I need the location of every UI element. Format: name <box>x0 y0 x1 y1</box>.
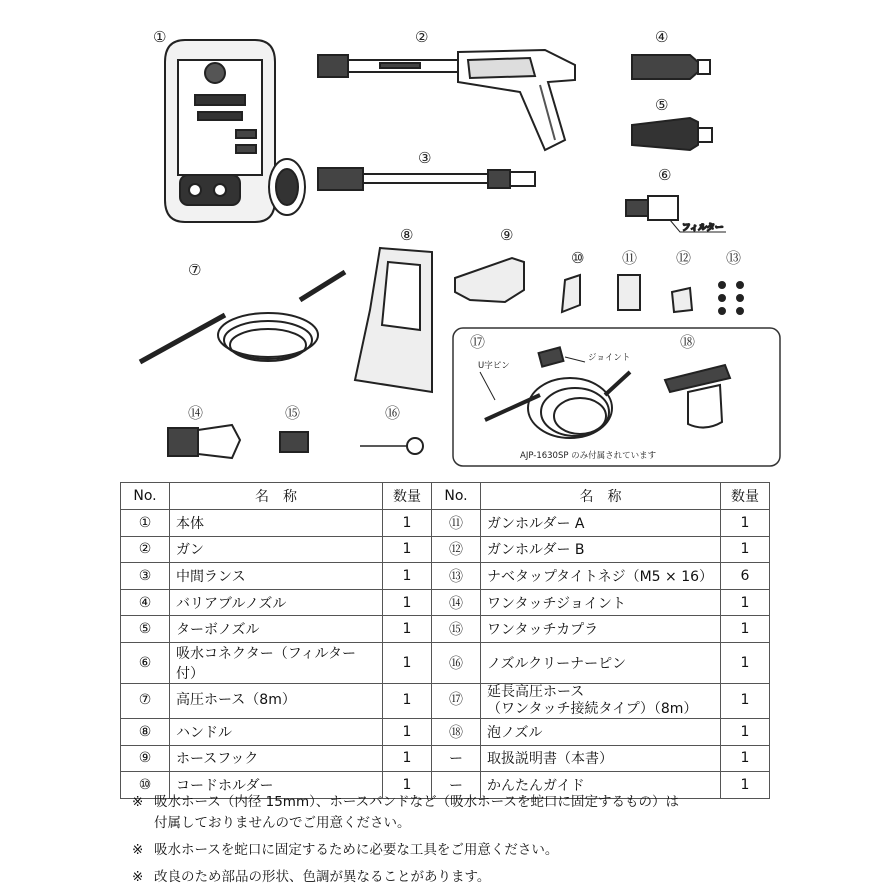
note-mark: ※ <box>132 869 144 885</box>
note-item <box>132 867 792 888</box>
table-row <box>121 745 770 772</box>
row-name-right-line2: （ワンタッチ接続タイプ）（8m） <box>487 700 698 717</box>
label-3: ③ <box>418 149 432 167</box>
optional-accessories-box <box>453 328 780 466</box>
header-no-right: No. <box>432 483 481 510</box>
row-no-left: ② <box>121 536 170 563</box>
row-no-right: ⑮ <box>432 616 481 643</box>
row-qty-left: 1 <box>383 745 432 772</box>
table-row <box>121 616 770 643</box>
row-name-left: ハンドル <box>170 718 383 745</box>
main-unit-drawing <box>165 40 305 222</box>
row-name-right: ワンタッチカプラ <box>481 616 721 643</box>
high-pressure-hose-drawing <box>140 272 345 362</box>
row-no-right: ⑰ <box>432 683 481 718</box>
u-pin-callout: U字ピン <box>478 361 510 371</box>
row-qty-right: 1 <box>721 718 770 745</box>
row-qty-right: 1 <box>721 642 770 683</box>
row-qty-left: 1 <box>383 642 432 683</box>
lance-drawing <box>318 168 535 190</box>
row-no-left: ⑤ <box>121 616 170 643</box>
row-qty-left: 1 <box>383 718 432 745</box>
row-name-left: 中間ランス <box>170 563 383 590</box>
small-parts-drawing <box>562 275 743 314</box>
label-7: ⑦ <box>188 261 202 279</box>
table-row <box>121 589 770 616</box>
row-no-left: ① <box>121 510 170 537</box>
row-name-left: バリアブルノズル <box>170 589 383 616</box>
row-qty-right: 1 <box>721 683 770 718</box>
note-text <box>154 792 679 834</box>
parts-table <box>120 482 770 799</box>
row-qty-left: 1 <box>383 563 432 590</box>
table-header <box>121 483 770 510</box>
header-name-right: 名 称 <box>481 483 721 510</box>
table-row <box>121 718 770 745</box>
row-no-left: ⑨ <box>121 745 170 772</box>
label-15: ⑮ <box>285 404 301 422</box>
row-qty-right: 1 <box>721 616 770 643</box>
row-qty-right: 1 <box>721 772 770 799</box>
label-4: ④ <box>655 28 669 46</box>
label-10: ⑩ <box>571 249 585 267</box>
label-9: ⑨ <box>500 226 514 244</box>
note-item <box>132 792 792 834</box>
gun-drawing <box>318 50 575 150</box>
foam-nozzle-drawing <box>665 365 730 428</box>
label-5: ⑤ <box>655 96 669 114</box>
header-no-left: No. <box>121 483 170 510</box>
row-no-left: ⑥ <box>121 642 170 683</box>
row-name-left: ターボノズル <box>170 616 383 643</box>
handle-drawing <box>355 248 432 392</box>
row-qty-left: 1 <box>383 589 432 616</box>
turbo-nozzle-drawing <box>632 118 712 150</box>
row-name-left: 本体 <box>170 510 383 537</box>
row-no-right: ー <box>432 772 481 799</box>
coupling-parts-drawing <box>168 425 423 458</box>
note-text: 改良のため部品の形状、色調が異なることがあります。 <box>154 869 491 885</box>
row-name-right: ガンホルダー B <box>481 536 721 563</box>
table-row <box>121 683 770 718</box>
row-name-right: 泡ノズル <box>481 718 721 745</box>
row-qty-left: 1 <box>383 616 432 643</box>
label-18: ⑱ <box>680 333 696 351</box>
label-17: ⑰ <box>470 333 486 351</box>
row-no-right: ⑱ <box>432 718 481 745</box>
row-qty-left: 1 <box>383 772 432 799</box>
note-line: 吸水ホース（内径 15mm）、ホースバンドなど（吸水ホースを蛇口に固定するもの）は <box>154 794 679 810</box>
row-name-right: 取扱説明書（本書） <box>481 745 721 772</box>
table-row <box>121 563 770 590</box>
label-14: ⑭ <box>188 404 204 422</box>
joint-callout: ジョイント <box>588 353 631 363</box>
row-name-left: コードホルダー <box>170 772 383 799</box>
row-qty-left: 1 <box>383 536 432 563</box>
row-no-left: ④ <box>121 589 170 616</box>
row-qty-right: 1 <box>721 589 770 616</box>
suction-connector-drawing <box>626 196 726 233</box>
filter-callout: フィルター <box>682 223 724 233</box>
row-qty-right: 6 <box>721 563 770 590</box>
row-qty-right: 1 <box>721 536 770 563</box>
row-name-left: 吸水コネクター（フィルター付） <box>170 642 383 683</box>
label-12: ⑫ <box>676 249 692 267</box>
note-line: 付属しておりませんのでご用意ください。 <box>154 815 411 831</box>
row-name-right: かんたんガイド <box>481 772 721 799</box>
label-2: ② <box>415 28 429 46</box>
row-name-right: ガンホルダー A <box>481 510 721 537</box>
header-qty-right: 数量 <box>721 483 770 510</box>
row-name-right: ワンタッチジョイント <box>481 589 721 616</box>
row-name-right: ナベタップタイトネジ（M5 × 16） <box>481 563 721 590</box>
row-no-left: ③ <box>121 563 170 590</box>
row-no-left: ⑧ <box>121 718 170 745</box>
label-1: ① <box>153 28 167 46</box>
row-name-right: ノズルクリーナーピン <box>481 642 721 683</box>
row-qty-left: 1 <box>383 683 432 718</box>
row-no-right: ⑫ <box>432 536 481 563</box>
row-name-right <box>481 683 721 718</box>
label-11: ⑪ <box>622 249 638 267</box>
box-note: AJP-1630SP のみ付属されています <box>520 451 657 461</box>
note-mark: ※ <box>132 842 144 858</box>
header-name-left: 名 称 <box>170 483 383 510</box>
hose-hook-drawing <box>455 258 524 302</box>
table-row <box>121 536 770 563</box>
row-name-left: ホースフック <box>170 745 383 772</box>
label-8: ⑧ <box>400 226 414 244</box>
label-6: ⑥ <box>658 166 672 184</box>
header-qty-left: 数量 <box>383 483 432 510</box>
row-no-right: ⑬ <box>432 563 481 590</box>
table-row <box>121 642 770 683</box>
note-item <box>132 840 792 861</box>
row-qty-right: 1 <box>721 510 770 537</box>
note-text: 吸水ホースを蛇口に固定するために必要な工具をご用意ください。 <box>154 842 559 858</box>
row-no-right: ⑭ <box>432 589 481 616</box>
row-qty-left: 1 <box>383 510 432 537</box>
table-row <box>121 510 770 537</box>
note-mark: ※ <box>132 794 144 810</box>
row-no-right: ー <box>432 745 481 772</box>
label-13: ⑬ <box>726 249 742 267</box>
row-no-right: ⑯ <box>432 642 481 683</box>
row-name-left: 高圧ホース（8m） <box>170 683 383 718</box>
label-16: ⑯ <box>385 404 401 422</box>
row-name-left: ガン <box>170 536 383 563</box>
row-qty-right: 1 <box>721 745 770 772</box>
notes-section <box>132 792 792 894</box>
row-name-right-line1: 延長高圧ホース <box>487 683 585 700</box>
row-no-left: ⑦ <box>121 683 170 718</box>
row-no-left: ⑩ <box>121 772 170 799</box>
variable-nozzle-drawing <box>632 55 710 79</box>
row-no-right: ⑪ <box>432 510 481 537</box>
